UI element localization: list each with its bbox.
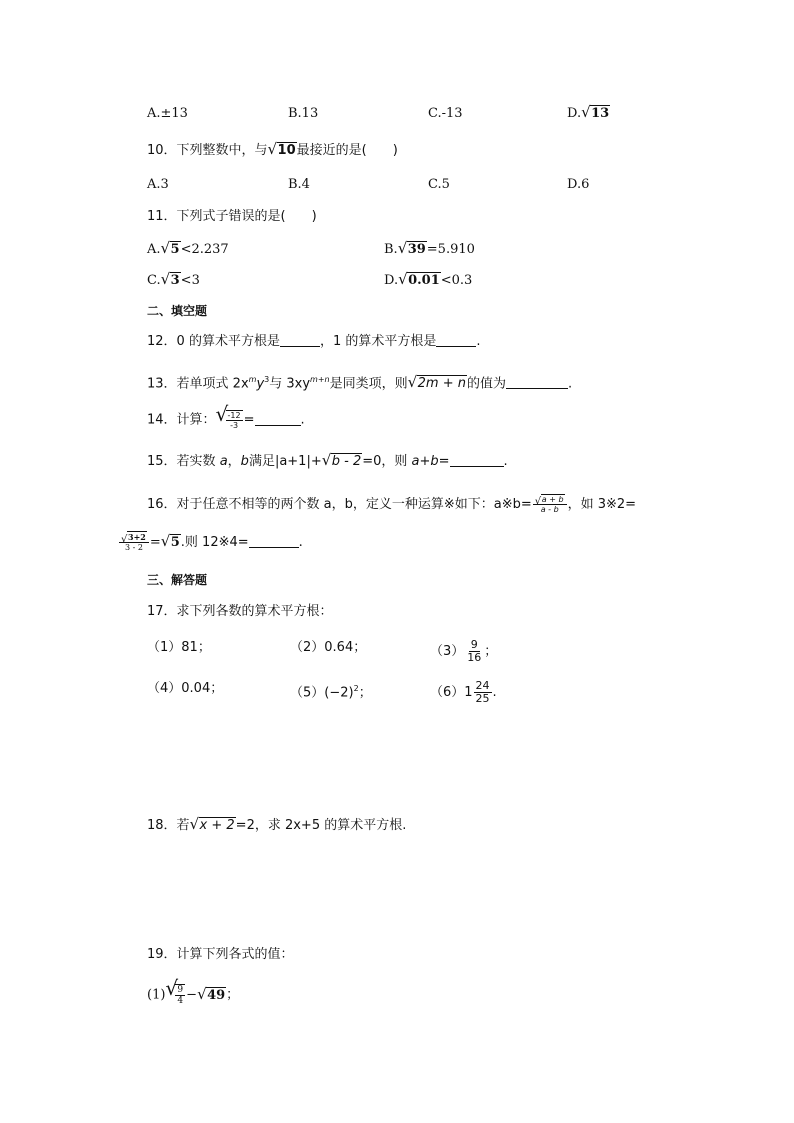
q11-option-c <box>147 272 200 290</box>
q10-option-b: B.4 <box>288 177 310 192</box>
q13-exponent-3: m+n <box>310 375 330 384</box>
q14-text-3: . <box>300 412 305 428</box>
q18-text-1: 18．若 <box>147 818 190 833</box>
sqrt-symbol: √ a + b <box>534 495 564 507</box>
q12-text-3: . <box>476 334 481 349</box>
q17-item-3-denominator: 16 <box>467 651 482 664</box>
sqrt-symbol: √ 5 <box>160 239 180 257</box>
q14-denominator: -3 <box>230 421 239 430</box>
q10-option-d: D.6 <box>567 177 590 192</box>
q17-item-3 <box>430 639 497 664</box>
q13-radicand: 2m + n <box>417 376 466 392</box>
q19-item-1 <box>147 976 240 1006</box>
q11-option-c-suffix: <3 <box>180 273 200 288</box>
q16-result-radicand: 5 <box>170 535 180 550</box>
q19-minus: − <box>186 987 198 1003</box>
q10-option-c: C.5 <box>428 177 450 192</box>
q17-item-5-label: （5） <box>290 685 325 701</box>
q10-option-a: A.3 <box>147 177 169 192</box>
q17-item-6-numerator: 24 <box>475 679 490 692</box>
sqrt-symbol: √ 3+2 <box>121 532 146 545</box>
q19-radicand: 49 <box>207 987 226 1003</box>
question-13 <box>147 371 572 393</box>
answer-blank[interactable] <box>280 333 320 347</box>
q11-option-b-radicand: 39 <box>407 242 426 257</box>
section-heading-solutions: 三、解答题 <box>147 573 208 587</box>
question-11: 11．下列式子错误的是( ) <box>147 209 317 224</box>
q14-text-2: = <box>243 412 255 428</box>
q13-text-6: . <box>567 376 573 392</box>
q12-text-1: 12．0 的算术平方根是 <box>147 334 280 349</box>
q11-option-c-radicand: 3 <box>170 273 180 288</box>
q9-option-d-radicand: 13 <box>591 106 610 121</box>
q17-item-6-suffix: . <box>492 685 497 700</box>
q13-text-4: 是同类项，则 <box>329 376 408 392</box>
q15-text-3: =0，则 <box>362 454 408 469</box>
q11-option-b <box>384 241 475 259</box>
q9-option-d <box>567 105 610 123</box>
q16-text-3: .则 12※4= <box>180 535 249 550</box>
question-12 <box>147 333 481 351</box>
q11-option-b-label: B. <box>384 242 398 257</box>
q15-text-4: a+b= <box>411 454 450 469</box>
q16-denominator: a - b <box>540 505 559 514</box>
q16-text-4: . <box>298 535 303 550</box>
sqrt-symbol: √ 0.01 <box>398 270 440 288</box>
q15-text-2: 满足|a+1|+ <box>248 454 322 469</box>
question-19: 19．计算下列各式的值： <box>147 947 294 962</box>
sqrt-symbol: √ x + 2 <box>189 815 235 833</box>
sqrt-symbol: √ 10 <box>267 140 296 158</box>
q15-separator: ， <box>227 454 241 469</box>
sqrt-symbol: √ 39 <box>397 239 426 257</box>
q13-text-2: y <box>256 376 265 392</box>
sqrt-symbol: √ 2m + n <box>407 373 466 392</box>
q17-item-5 <box>290 680 372 702</box>
q11-option-d <box>384 272 472 290</box>
answer-blank[interactable] <box>436 333 476 347</box>
answer-blank[interactable] <box>255 412 301 426</box>
q11-option-d-radicand: 0.01 <box>408 273 440 288</box>
q9-option-d-label: D. <box>567 106 582 121</box>
q16-text-2: ，如 3※2= <box>567 497 637 512</box>
q18-text-2: =2，求 2x+5 的算术平方根. <box>235 818 407 833</box>
sqrt-symbol: √ b - 2 <box>321 451 362 469</box>
q11-option-d-suffix: <0.3 <box>440 273 473 288</box>
question-17: 17．求下列各数的算术平方根： <box>147 604 333 619</box>
q19-numerator: 9 <box>177 985 184 995</box>
q11-option-a <box>147 241 229 259</box>
sqrt-symbol: √ 49 <box>197 984 226 1003</box>
answer-blank[interactable] <box>506 375 568 389</box>
question-16-line-1 <box>147 495 636 514</box>
question-16-line-2 <box>118 533 303 552</box>
q14-text-1: 14．计算： <box>147 412 216 428</box>
question-15 <box>147 453 508 471</box>
q11-option-a-label: A. <box>147 242 161 257</box>
q14-numerator: -12 <box>227 411 241 420</box>
q17-item-6-denominator: 25 <box>475 692 490 705</box>
question-14 <box>147 402 305 430</box>
q17-item-3-fraction <box>465 639 483 664</box>
q17-item-6-label: （6）1 <box>430 685 473 700</box>
q16-example-fraction <box>119 533 149 552</box>
q16-example-radicand: 3+2 <box>128 532 146 542</box>
q17-item-5-exponent: 2 <box>353 684 359 693</box>
q17-item-6 <box>430 680 497 705</box>
q11-option-a-radicand: 5 <box>170 242 180 257</box>
q15-var-b: b <box>240 454 249 469</box>
q13-text-1: 13．若单项式 2x <box>147 376 249 392</box>
answer-blank[interactable] <box>249 534 299 548</box>
q11-option-d-label: D. <box>384 273 399 288</box>
q17-item-5-base: (−2) <box>324 685 354 701</box>
sqrt-symbol: √ $\frac{9}{4}$ <box>165 976 184 1006</box>
sqrt-symbol: √ 3 <box>160 270 180 288</box>
q9-option-c: C.-13 <box>428 106 463 121</box>
section-heading-fill-in: 二、填空题 <box>147 304 208 318</box>
q16-example-denominator: 3 - 2 <box>124 543 143 552</box>
q10-radicand: 10 <box>277 143 296 158</box>
q16-text-1: 16．对于任意不相等的两个数 a，b，定义一种运算※如下：a※b= <box>147 497 532 512</box>
q13-exponent-2: 3 <box>264 375 270 384</box>
q16-equals: = <box>149 535 161 550</box>
q19-end: ； <box>226 987 240 1003</box>
question-10 <box>147 142 398 160</box>
q17-item-1: （1）81； <box>147 640 211 655</box>
q13-exponent-1: m <box>248 375 257 384</box>
q9-option-b: B.13 <box>288 106 319 121</box>
q17-item-4: （4）0.04； <box>147 681 224 696</box>
q13-text-5: 的值为 <box>466 376 506 392</box>
q19-item-1-label: (1) <box>147 987 166 1003</box>
q15-var-a: a <box>219 454 228 469</box>
q17-item-5-suffix: ； <box>358 685 372 701</box>
q15-text-5: . <box>503 454 508 469</box>
q17-item-3-numerator: 9 <box>470 638 478 651</box>
q16-example-numerator <box>119 533 149 543</box>
answer-blank[interactable] <box>450 453 504 467</box>
sqrt-symbol: √ $\frac{-12}{-3}$ <box>215 402 241 430</box>
q11-option-b-suffix: =5.910 <box>426 242 475 257</box>
q11-option-a-suffix: <2.237 <box>180 242 229 257</box>
question-18 <box>147 817 406 835</box>
q16-numerator <box>533 495 567 505</box>
q17-item-3-suffix: ； <box>484 644 498 659</box>
sqrt-symbol: √ 5 <box>160 532 180 550</box>
q10-text-prefix: 10．下列整数中，与 <box>147 143 268 158</box>
q17-item-3-label: （3） <box>430 644 465 659</box>
q16-num-radicand: a + b <box>541 495 564 504</box>
q10-text-suffix: 最接近的是( ) <box>296 143 398 158</box>
q16-definition-fraction <box>533 495 567 514</box>
q17-item-2: （2）0.64； <box>290 640 367 655</box>
q13-text-3: 与 3xy <box>269 376 311 392</box>
q15-radicand: b - 2 <box>331 454 362 469</box>
q9-option-a: A.±13 <box>147 106 188 121</box>
q11-option-c-label: C. <box>147 273 161 288</box>
q12-text-2: ，1 的算术平方根是 <box>319 334 437 349</box>
q18-radicand: x + 2 <box>199 818 235 833</box>
q19-denominator: 4 <box>177 996 184 1006</box>
q15-text-1: 15．若实数 <box>147 454 216 469</box>
sqrt-symbol: √ 13 <box>581 103 610 121</box>
q17-item-6-fraction <box>474 680 492 705</box>
